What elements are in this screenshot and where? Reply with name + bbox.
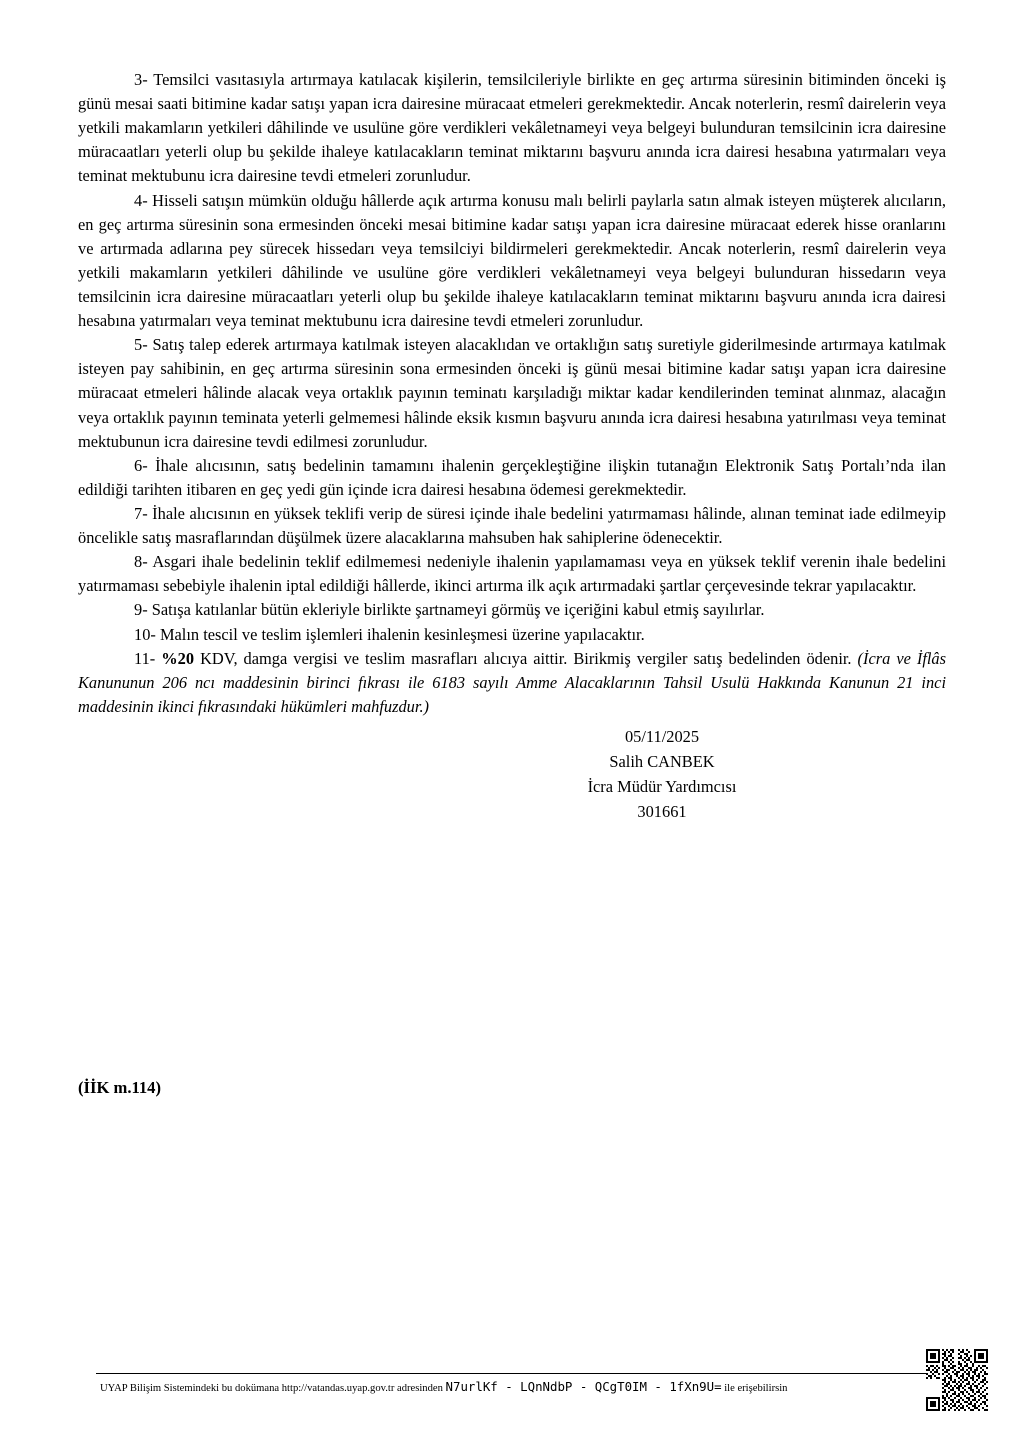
signature-number: 301661 xyxy=(637,801,687,821)
page-footer xyxy=(0,1373,1024,1431)
item-11-prefix: 11- xyxy=(134,648,156,668)
paragraph-item-4: 4- Hisseli satışın mümkün olduğu hâllerde açık artırma konusu malı belirli paylarla satın almak isteyen müşterek alıcıların, en geç artırma süresinin sona ermesinden önceki mesai bitimine kadar satışı yapan icra dairesine müracaat ederek hisse oranlarını ve artırmada adlarına pey sürecek hissedarı veya temsilciyi bildirmeleri gerekmektedir. Ancak noterlerin, resmî dairelerin veya yetkili makamların yetkileri dâhilinde ve usulüne göre verdikleri vekâletnameyi veya belgeyi bulunduran hissedarın veya temsilcinin icra dairesine müracaatları yeterli olup bu şekilde ihaleye katılacakların teminat miktarını başvuru anında icra dairesi hesabına yatırmaları veya teminat mektubunu icra dairesine tevdi etmeleri zorunludur. xyxy=(78,190,946,331)
legal-reference: (İİK m.114) xyxy=(78,1078,161,1097)
item-11-legal-note: (İcra ve İflâs Kanununun 206 ncı maddesinin birinci fıkrası ile 6183 sayılı Amme Alacaklarının Tahsil Usulü Hakkında Kanunun 21 inci maddesinin ikinci fıkrasındaki hükümleri mahfuzdur.) xyxy=(78,648,947,716)
signature-title: İcra Müdür Yardımcısı xyxy=(587,776,737,796)
paragraph-item-3: 3- Temsilci vasıtasıyla artırmaya katılacak kişilerin, temsilcileriyle birlikte en geç artırma süresinin bitiminden önceki iş günü mesai saati bitimine kadar satışı yapan icra dairesine müracaat etmeleri gerekmektedir. Ancak noterlerin, resmî dairelerin veya yetkili makamların yetkileri dâhilinde ve usulüne göre verdikleri vekâletnameyi veya belgeyi bulunduran temsilcinin icra dairesine müracaatları yeterli olup bu şekilde ihaleye katılacakların teminat miktarını başvuru anında icra dairesi hesabına yatırmaları veya teminat mektubunu icra dairesine tevdi etmeleri zorunludur. xyxy=(78,70,946,186)
document-body xyxy=(78,68,946,719)
footer-lead-text: UYAP Bilişim Sistemindeki bu dokümana http://vatandas.uyap.gov.tr adresinden xyxy=(100,1383,446,1394)
signature-date: 05/11/2025 xyxy=(624,726,700,746)
paragraph-item-10: 10- Malın tescil ve teslim işlemleri ihalenin kesinleşmesi üzerine yapılacaktır. xyxy=(134,624,645,644)
footer-document-code: N7urlKf - LQnNdbP - QCgT0IM - 1fXn9U= xyxy=(445,1379,722,1394)
signature-block xyxy=(78,725,946,825)
paragraph-item-5: 5- Satış talep ederek artırmaya katılmak isteyen alacaklıdan ve ortaklığın satış suretiyle giderilmesinde artırmaya katılmak isteyen pay sahibinin, en geç artırma süresinin sona ermesinden önceki iş günü mesai bitimine kadar satışı yapan icra dairesine müracaat etmeleri hâlinde alacak veya ortaklık payının teminatı karşıladığı miktar kadar kendilerinden teminat alınmaz, alacağın veya ortaklık payının teminata yeterli gelmemesi hâlinde eksik kısmın başvuru anında icra dairesi hesabına yatırılması veya teminat mektubunun icra dairesine tevdi edilmesi zorunludur. xyxy=(78,335,946,451)
footer-verification-line xyxy=(100,1379,787,1394)
paragraph-item-8: 8- Asgari ihale bedelinin teklif edilmemesi nedeniyle ihalenin yapılamaması veya en yüksek teklif verenin ihale bedelini yatırmaması sebebiyle ihalenin iptal edildiği hâllerde, ikinci artırma ilk açık artırmadaki şartlar çerçevesinde tekrar yapılacaktır. xyxy=(78,552,946,596)
qr-code-icon xyxy=(926,1349,988,1411)
paragraph-item-11 xyxy=(78,647,946,719)
footer-divider xyxy=(96,1373,928,1374)
item-11-kdv-rate: %20 xyxy=(161,648,195,668)
footer-tail-text: ile erişebilirsin xyxy=(721,1383,788,1394)
item-11-middle: KDV, damga vergisi ve teslim masrafları alıcıya aittir. Birikmiş vergiler satış bedelinden ödenir. xyxy=(200,648,852,668)
paragraph-item-9: 9- Satışa katılanlar bütün ekleriyle birlikte şartnameyi görmüş ve içeriğini kabul etmiş sayılırlar. xyxy=(134,600,765,620)
paragraph-item-6: 6- İhale alıcısının, satış bedelinin tamamını ihalenin gerçekleştiğine ilişkin tutanağın Elektronik Satış Portalı’nda ilan edildiği tarihten itibaren en geç yedi gün içinde icra dairesi hesabına ödemesi gerekmektedir. xyxy=(78,455,946,499)
signature-name: Salih CANBEK xyxy=(609,751,715,771)
paragraph-item-7: 7- İhale alıcısının en yüksek teklifi verip de süresi içinde ihale bedelini yatırmaması hâlinde, alınan teminat iade edilmeyip öncelikle satış masraflarından düşülmek üzere alacaklarına mahsuben hak sahiplerine ödenecektir. xyxy=(78,503,946,548)
